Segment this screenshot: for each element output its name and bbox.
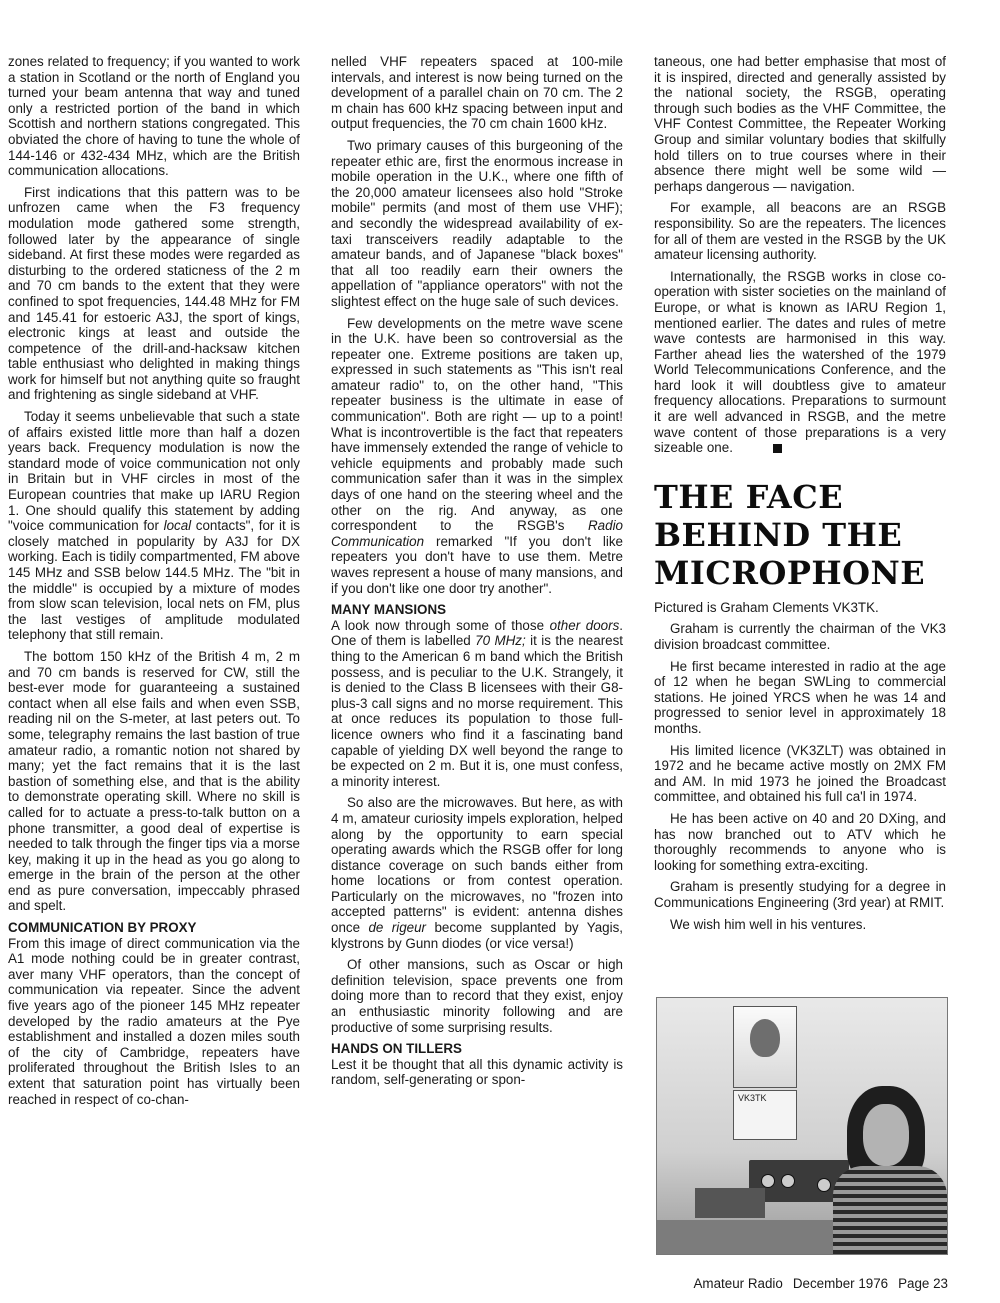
column-2 <box>331 54 623 1094</box>
poster-face <box>750 1019 780 1057</box>
section-heading: COMMUNICATION BY PROXY <box>8 920 197 936</box>
headline-line: MICROPHONE <box>654 553 926 592</box>
paragraph: His limited licence (VK3ZLT) was obtained in 1972 and he became active mostly on 2MX FM and AM. In mid 1973 he joined the Broadcast committee, and obtained his full ca'l in 1974. <box>654 742 946 805</box>
paragraph: Pictured is Graham Clements VK3TK. <box>654 599 879 615</box>
paragraph: zones related to frequency; if you wanted to work a station in Scotland or the north of England you turned your beam antenna that way and tuned only a restricted portion of the band in which Scottish and northern stations congregated. This obviated the chore of having to tune the whole of 144-146 or 432-434 MHz, which are the British communication allocations. <box>8 54 300 179</box>
article-headline <box>654 478 946 592</box>
paragraph: Today it seems unbelievable that such a state of affairs existed little more than half a dozen years back. Frequency modulation is now the standard mode of voice communication not only in Britain but in VHF circles in most of the European countries that make up IARU Region 1. One should qualify this statement by adding "voice communication for local contacts", for it is closely matched in popularity by A3J for DX working. Each is tidily compartmented, FM above 145 MHz and SSB below 144.5 MHz. The "bit in the middle" is occupied by a mixture of modes from slow scan television, local nets on FM, plus the last vestiges of amplitude modulated telephony that still remain. <box>8 409 300 643</box>
dial-knob <box>761 1174 775 1188</box>
dial-knob <box>781 1174 795 1188</box>
headline-line: BEHIND THE <box>654 515 903 554</box>
wall-poster <box>733 1006 797 1088</box>
paragraph: For example, all beacons are an RSGB responsibility. So are the repeaters. The licences for all of them are vested in the RSGB by the UK amateur licensing authority. <box>654 200 946 263</box>
headline-line: THE FACE <box>654 477 844 516</box>
column-1 <box>8 54 300 1113</box>
paragraph: Few developments on the metre wave scene in the U.K. have been so controversial as the repeater one. Extreme positions are taken up, expressed in such statements as "This isn't real amateur radio" to, on the other hand, "This repeater business is the ultimate in ease of communication". Both are right — up to a point! What is incontrovertible is the fact that repeaters have immensely extended the range of vehicle to vehicle equipments and probably made such communication safer than it was in the simplex days of one hand on the steering wheel and the other on the rig. And anyway, as one correspondent to the RSGB's Radio Communication remarked "If you don't like repeaters you don't have to use them. Metre waves represent a house of many mansions, and if you don't like one door try another". <box>331 315 623 596</box>
radio-unit <box>695 1188 765 1218</box>
page-footer <box>654 1276 948 1292</box>
paragraph: A look now through some of those other doors. One of them is labelled 70 MHz; it is the nearest thing to the American 6 m band which the British possess, and is peculiar to the U.K. Strangely, it is denied to the Class B licensees with their G8-plus-3 call signs and no morse requirement. This at once reduces its population to those full-licence owners who find it a fascinating band capable of yielding DX well beyond the range to be expected on 2 m. But it is, one must confess, a minority interest. <box>331 617 624 789</box>
paragraph: Graham is presently studying for a degree in Communications Engineering (3rd year) at RMIT. <box>654 879 946 910</box>
end-of-article-mark <box>773 444 782 453</box>
paragraph: So also are the microwaves. But here, as with 4 m, amateur curiosity impels exploration, helped along by the opportunity to earn special operating awards which the RSGB offer for long distance coverage on such bands either from home locations or from contest operation. Particularly on the microwaves, no "frozen into accepted patterns" is evident: antenna dishes once de rigeur become supplanted by Yagis, klystrons by Gunn diodes (or vice versa!) <box>331 795 623 951</box>
footer-issue: December 1976 <box>792 1276 889 1291</box>
paragraph: Lest it be thought that all this dynamic activity is random, self-generating or spon- <box>331 1056 623 1088</box>
paragraph: From this image of direct communication via the A1 mode nothing could be in greater contrast, aver many VHF operators, than the concept of communication via repeater. Since the advent five years ago of the pioneer 145 MHz repeater developed by the radio amateurs at the Pye establishment and installed a dozen miles south of the city of Cambridge, repeaters have proliferated throughout the British Isles to an extent that saturation point has virtually been reached in respect of co-chan- <box>8 935 300 1107</box>
callsign-card: VK3TK <box>733 1090 797 1140</box>
paragraph: We wish him well in his ventures. <box>670 916 867 932</box>
footer-publication: Amateur Radio <box>693 1276 783 1291</box>
portrait-photo <box>656 997 948 1255</box>
section-heading: MANY MANSIONS <box>331 602 447 618</box>
person-striped-shirt <box>833 1166 947 1254</box>
paragraph: Of other mansions, such as Oscar or high definition television, space prevents one from doing more than to record that they exist, enjoy an enthusiastic minority following and are productive of some surprising results. <box>331 957 623 1035</box>
column-3 <box>654 54 946 938</box>
person-face <box>863 1104 909 1166</box>
footer-page-number: Page 23 <box>898 1276 948 1291</box>
paragraph: He first became interested in radio at the age of 12 when he began SWLing to commercial stations. He joined YRCS when he was 14 and progressed to senior level in approximately 18 months. <box>654 658 946 736</box>
paragraph: Internationally, the RSGB works in close co-operation with sister societies on the mainland of Europe, or what is known as IARU Region 1, mentioned earlier. The dates and rules of metre wave contests are harmonised in this way. Farther ahead lies the watershed of the 1979 World Telecommunications Conference, and the hard look it will doubtless give to amateur frequency allocations. Preparations to surmount it are well advanced in RSGB, and the metre wave content of those preparations is a very sizeable one. <box>654 268 946 456</box>
paragraph: The bottom 150 kHz of the British 4 m, 2 m and 70 cm bands is reserved for CW, still the best-ever mode for guaranteeing a sustained contact when all else fails and when even SSB, reading nil on the S-meter, at last peters out. To some, telegraphy remains the last bastion of true amateur radio, a romantic notion not shared by many; yet the fact remains that it is the last bastion of something else, and that is the ability to demonstrate operating skill. Where no skill is called for to actuate a press-to-talk button on a phone transmitter, a good deal of expertise is needed to talk through the finger tips via a morse key, making it up in the head as you go along to emerge in the brain of the person at the other end as pure conversation, impeccably phrased and spelt. <box>8 648 300 914</box>
paragraph: Graham is currently the chairman of the VK3 division broadcast committee. <box>654 621 946 653</box>
paragraph: He has been active on 40 and 20 DXing, and has now branched out to ATV which he thoroughly recommends to anyone who is looking for something extra-exciting. <box>654 810 946 873</box>
paragraph: First indications that this pattern was to be unfrozen came when the F3 frequency modulation mode gathered some strength, followed later by the appearance of single sideband. At first these modes were regarded as disturbing to the ordered staticness of the 2 m and 70 cm bands to the extent that they were confined to spot frequencies, 144.48 MHz for FM and 145.41 for estoeric A3J, the sport of kings, electronic kings at least and outside the competence of the drill-and-hacksaw kitchen table enthusiast who delighted in making things work for himself but not anything quite so fraught and frightening as single sideband at VHF. <box>8 184 300 403</box>
section-heading: HANDS ON TILLERS <box>331 1041 462 1057</box>
dial-knob <box>817 1178 831 1192</box>
paragraph: nelled VHF repeaters spaced at 100-mile intervals, and interest is now being turned on the development of a parallel chain on 70 cm. The 2 m chain has 600 kHz spacing between input and output frequencies, the 70 cm chain 1600 kHz. <box>331 54 623 132</box>
paragraph: Two primary causes of this burgeoning of the repeater ethic are, first the enormous increase in mobile operation in the U.K., where one fifth of the 20,000 amateur licensees also hold "Stroke mobile" permits (and most of them use VHF); and secondly the widespread availability of ex-taxi transceivers readily adaptable to the amateur bands, and of Japanese "black boxes" that all too readily earn their owners the appellation of "appliance operators" with not the slightest effect on the huge sale of such devices. <box>331 137 623 309</box>
paragraph: taneous, one had better emphasise that most of it is inspired, directed and generally assisted by the national society, the RSGB, operating through such bodies as the VHF Committee, the VHF Contest Committee, the Repeater Working Group and similar voluntary bodies that skilfully hold tillers on to true courses where in their absence there might well be some wild — perhaps dangerous — navigation. <box>654 54 946 194</box>
